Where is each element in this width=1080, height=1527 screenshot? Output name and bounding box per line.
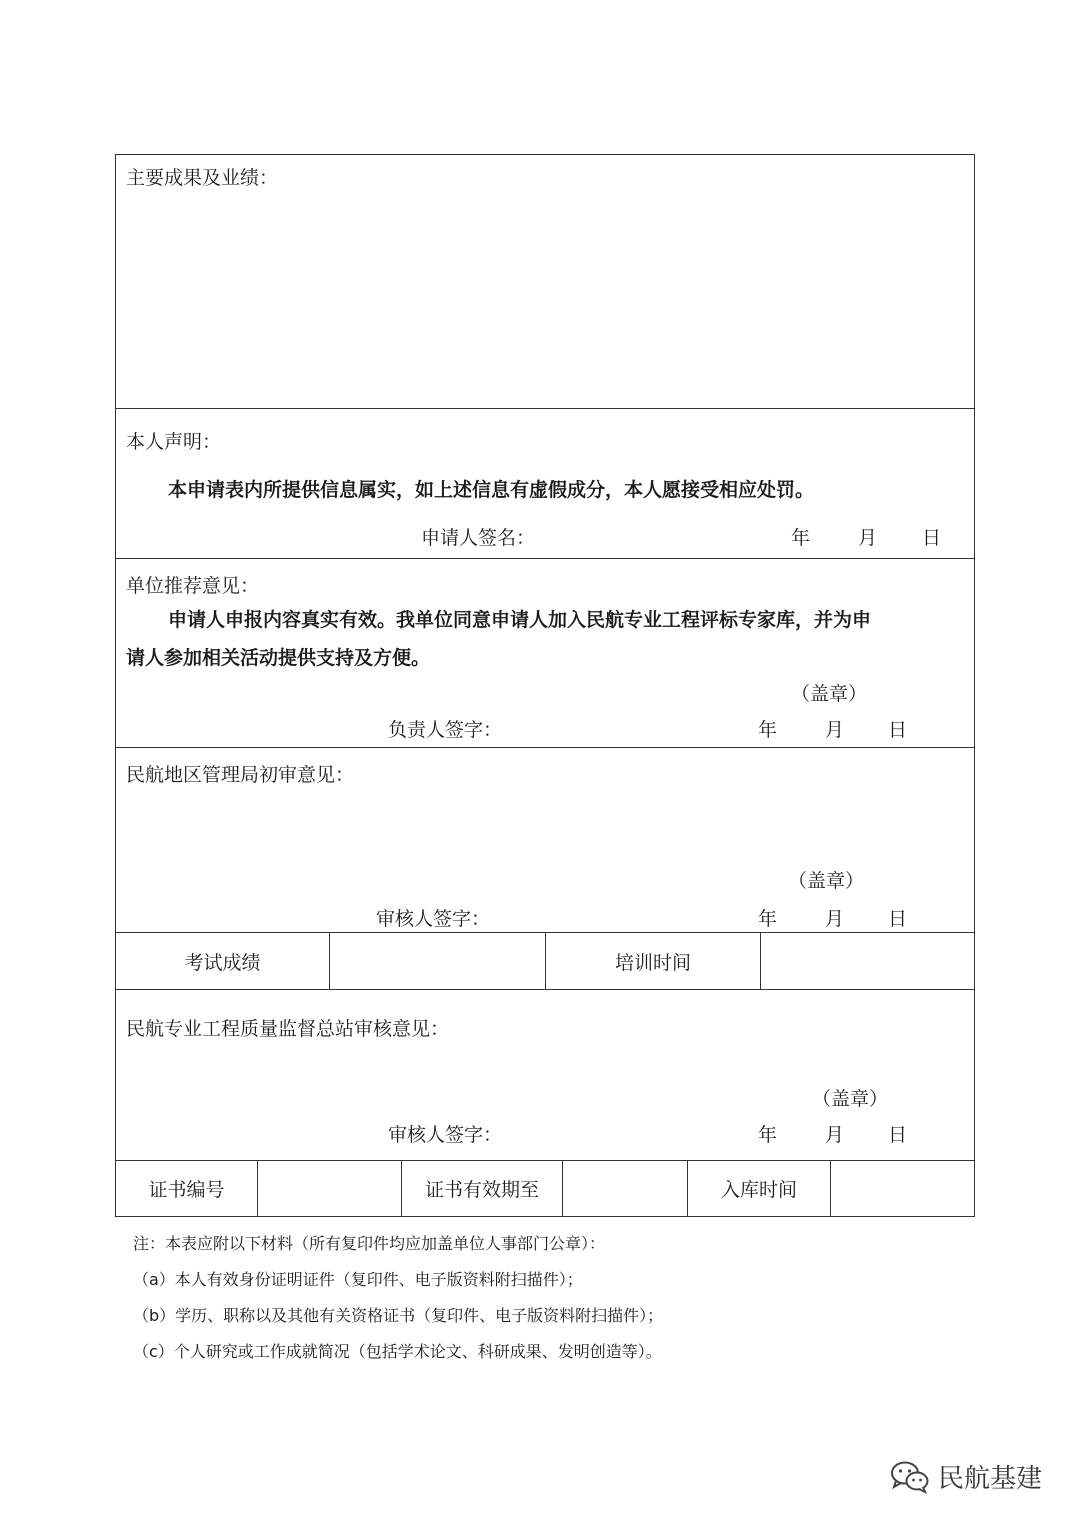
exam-score-label-cell <box>116 933 330 989</box>
exam-training-row <box>116 933 974 990</box>
valid-until-value-cell[interactable] <box>563 1161 688 1216</box>
notes-intro: 注：本表应附以下材料（所有复印件均应加盖单位人事部门公章）： <box>133 1234 606 1253</box>
entry-time-label-cell <box>688 1161 831 1216</box>
note-item-b: （b）学历、职称以及其他有关资格证书（复印件、电子版资料附扫描件）； <box>133 1306 664 1325</box>
unit-statement-line1: 申请人申报内容真实有效。我单位同意申请人加入民航专业工程评标专家库，并为申 <box>168 609 872 631</box>
declaration-month: 月 <box>858 527 878 549</box>
wechat-icon <box>890 1460 930 1494</box>
cert-no-label: 证书编号 <box>148 1179 225 1201</box>
valid-until-label-cell <box>402 1161 563 1216</box>
headquarters-review-label: 民航专业工程质量监督总站审核意见： <box>126 1018 450 1040</box>
headquarters-month: 月 <box>825 1124 845 1146</box>
regional-seal-note: （盖章） <box>788 870 865 892</box>
regional-review-label: 民航地区管理局初审意见： <box>126 764 355 786</box>
valid-until-label: 证书有效期至 <box>424 1179 539 1201</box>
headquarters-seal-note: （盖章） <box>812 1088 889 1110</box>
regional-review-section <box>116 748 974 933</box>
regional-month: 月 <box>825 908 845 930</box>
entry-time-value-cell[interactable] <box>831 1161 973 1216</box>
training-time-value-cell[interactable] <box>761 933 973 989</box>
declaration-year: 年 <box>791 527 811 549</box>
unit-recommendation-section <box>116 559 974 748</box>
headquarters-day: 日 <box>888 1124 908 1146</box>
watermark <box>890 1458 1042 1495</box>
training-time-label-cell <box>546 933 761 989</box>
declaration-statement: 本申请表内所提供信息属实，如上述信息有虚假成分，本人愿接受相应处罚。 <box>168 479 815 501</box>
unit-day: 日 <box>888 719 908 741</box>
watermark-text: 民航基建 <box>938 1464 1043 1494</box>
applicant-signature-label: 申请人签名： <box>421 527 536 549</box>
unit-month: 月 <box>825 719 845 741</box>
achievements-section <box>116 155 974 409</box>
cert-no-label-cell <box>116 1161 258 1216</box>
unit-recommendation-label: 单位推荐意见： <box>126 575 260 597</box>
entry-time-label: 入库时间 <box>720 1179 797 1201</box>
achievements-label: 主要成果及业绩： <box>126 167 279 189</box>
leader-signature-label: 负责人签字： <box>388 719 503 741</box>
headquarters-year: 年 <box>758 1124 778 1146</box>
declaration-section <box>116 409 974 559</box>
note-item-c: （c）个人研究或工作成就简况（包括学术论文、科研成果、发明创造等）。 <box>133 1342 662 1361</box>
regional-reviewer-signature-label: 审核人签字： <box>376 908 491 930</box>
declaration-label: 本人声明： <box>126 431 222 453</box>
regional-day: 日 <box>888 908 908 930</box>
training-time-label: 培训时间 <box>614 951 691 974</box>
unit-year: 年 <box>758 719 778 741</box>
headquarters-reviewer-signature-label: 审核人签字： <box>388 1124 503 1146</box>
exam-score-label: 考试成绩 <box>184 951 261 974</box>
cert-no-value-cell[interactable] <box>258 1161 402 1216</box>
certificate-row <box>116 1161 974 1216</box>
application-form <box>115 154 975 1217</box>
declaration-day: 日 <box>922 527 942 549</box>
note-item-a: （a）本人有效身份证明证件（复印件、电子版资料附扫描件）； <box>133 1270 583 1289</box>
exam-score-value-cell[interactable] <box>330 933 546 989</box>
attachment-notes <box>133 1226 663 1370</box>
headquarters-review-section <box>116 990 974 1161</box>
unit-statement-line2: 请人参加相关活动提供支持及方便。 <box>126 647 431 669</box>
regional-year: 年 <box>758 908 778 930</box>
unit-seal-note: （盖章） <box>791 683 868 705</box>
